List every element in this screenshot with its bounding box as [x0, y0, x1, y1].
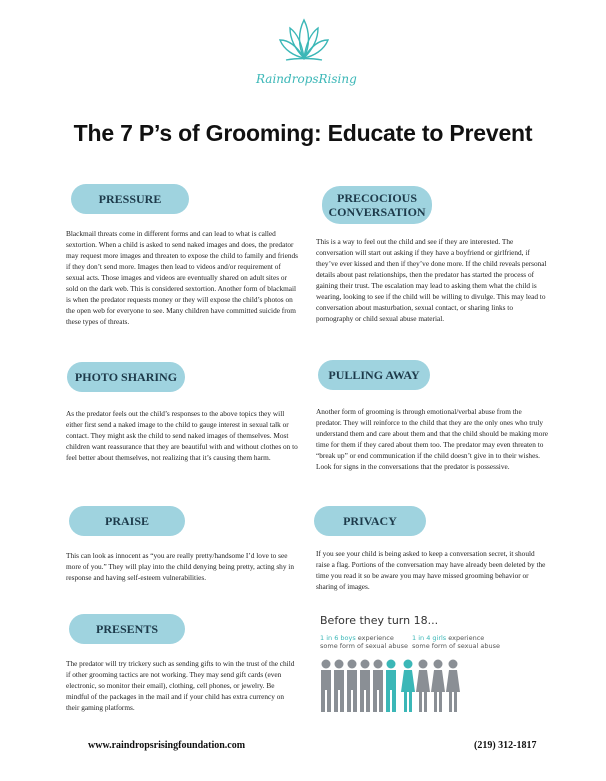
heading-presents [69, 614, 185, 644]
logo-wordmark: RaindropsRising [256, 72, 357, 86]
photo-sharing-text: As the predator feels out the child’s responses to the above topics they will either first send a naked image to the child to gauge interest in sexual talk or contact. They might ask the child to send naked images of themselves. Most children want reassurance that they are beautiful with and without clothes on to feel better about themselves, not realizing that it’s causing them harm. [66, 409, 298, 462]
heading-precocious-line2: CONVERSATION [328, 205, 426, 219]
person-figure [386, 660, 396, 713]
lotus-icon [276, 14, 332, 62]
logo [256, 14, 357, 90]
people-figures-icon [320, 658, 490, 718]
footer-phone: (219) 312-1817 [474, 740, 537, 751]
person-figure [321, 660, 331, 713]
boys-statistic [320, 634, 408, 650]
heading-precocious-conversation [322, 186, 432, 224]
heading-pulling-away [318, 360, 430, 390]
footer-website: www.raindropsrisingfoundation.com [88, 740, 246, 751]
heading-pressure-label: PRESSURE [98, 192, 162, 206]
heading-photo-sharing-label: PHOTO SHARING [74, 370, 178, 384]
girls-statistic-line2: some form of sexual abuse [412, 642, 501, 650]
privacy-text: If you see your child is being asked to keep a conversation secret, it should raise a flag. Portions of the conversation may have already been deleted by the time you read it so be aware you may have missed grooming behavior or sharing of images. [316, 549, 546, 591]
heading-privacy-label: PRIVACY [343, 514, 397, 528]
boys-statistic-rest: experience [355, 634, 394, 642]
boys-statistic-highlight: 1 in 6 boys [320, 634, 356, 642]
person-figure [431, 660, 445, 713]
heading-presents-label: PRESENTS [95, 622, 159, 636]
praise-text: This can look as innocent as “you are really pretty/handsome I’d love to see more of you.” They will play into the child denying being pretty, acting shy in response and having self-esteem vulnerabilities. [66, 551, 294, 582]
girls-statistic [412, 634, 500, 650]
person-figure [373, 660, 383, 713]
heading-precocious-line1: PRECOCIOUS [336, 191, 417, 205]
heading-praise [69, 506, 185, 536]
heading-pressure [71, 184, 189, 214]
heading-praise-label: PRAISE [104, 514, 149, 528]
pulling-away-text: Another form of grooming is through emotional/verbal abuse from the predator. They will reinforce to the child that they are the only ones who truly understand them and care about them and that the child should be making more time for them if they cared about them too. The predator may even threaten to “break up” or end communication if the child doesn’t give in to their wishes. Look for signs in the conversations that the predator is possessive. [316, 407, 549, 471]
page-title: The 7 P’s of Grooming: Educate to Prevent [73, 120, 533, 146]
girls-statistic-highlight: 1 in 4 girls [412, 634, 447, 642]
heading-privacy [314, 506, 426, 536]
heading-photo-sharing [67, 362, 185, 392]
heading-pulling-away-label: PULLING AWAY [328, 368, 420, 382]
girls-statistic-rest: experience [446, 634, 485, 642]
person-figure [401, 660, 415, 713]
statistic-title: Before they turn 18... [320, 614, 439, 627]
boys-statistic-line2: some form of sexual abuse [320, 642, 409, 650]
person-figure [416, 660, 430, 713]
person-figure [334, 660, 344, 713]
pressure-text: Blackmail threats come in different forms and can lead to what is called sextortion. When a child is asked to send naked images and does, the predator may request more images and threaten to expose the child to family and friends if they don’t send more. Images then lead to videos and/or requirement of sexual acts. Those images and videos are eventually shared on adult sites or sold on the dark web. This is considered sextortion. Another form of blackmail is when the predator requests money or they will expose the child’s photos on the open web for everyone to see. Many children have committed suicide from these types of threats. [66, 229, 299, 326]
statistic-graphic [312, 600, 501, 720]
presents-text: The predator will try trickery such as sending gifts to win the trust of the child if other grooming tactics are not working. They may send gift cards (even electronic, so monitor their email), clothing, cell phones, or jewelry. Be mindful of the packages in the mail and if your child has extra currency on their gaming platforms. [66, 659, 295, 712]
person-figure [360, 660, 370, 713]
person-figure [446, 660, 460, 713]
precocious-text: This is a way to feel out the child and see if they are interested. The conversation will start out asking if they have a boyfriend or girlfriend, if they’ve ever kissed and then if they’ve done more. If the child reveals personal details about past relationships, then the predator has started the process of gaining their trust. The escalation may lead to asking them what the child is wearing, looking to see if the child will be willing to divulge. This may lead to conversation about masturbation, sexual contact, or sharing links to pornography or child sexual abuse material. [316, 237, 547, 323]
person-figure [347, 660, 357, 713]
